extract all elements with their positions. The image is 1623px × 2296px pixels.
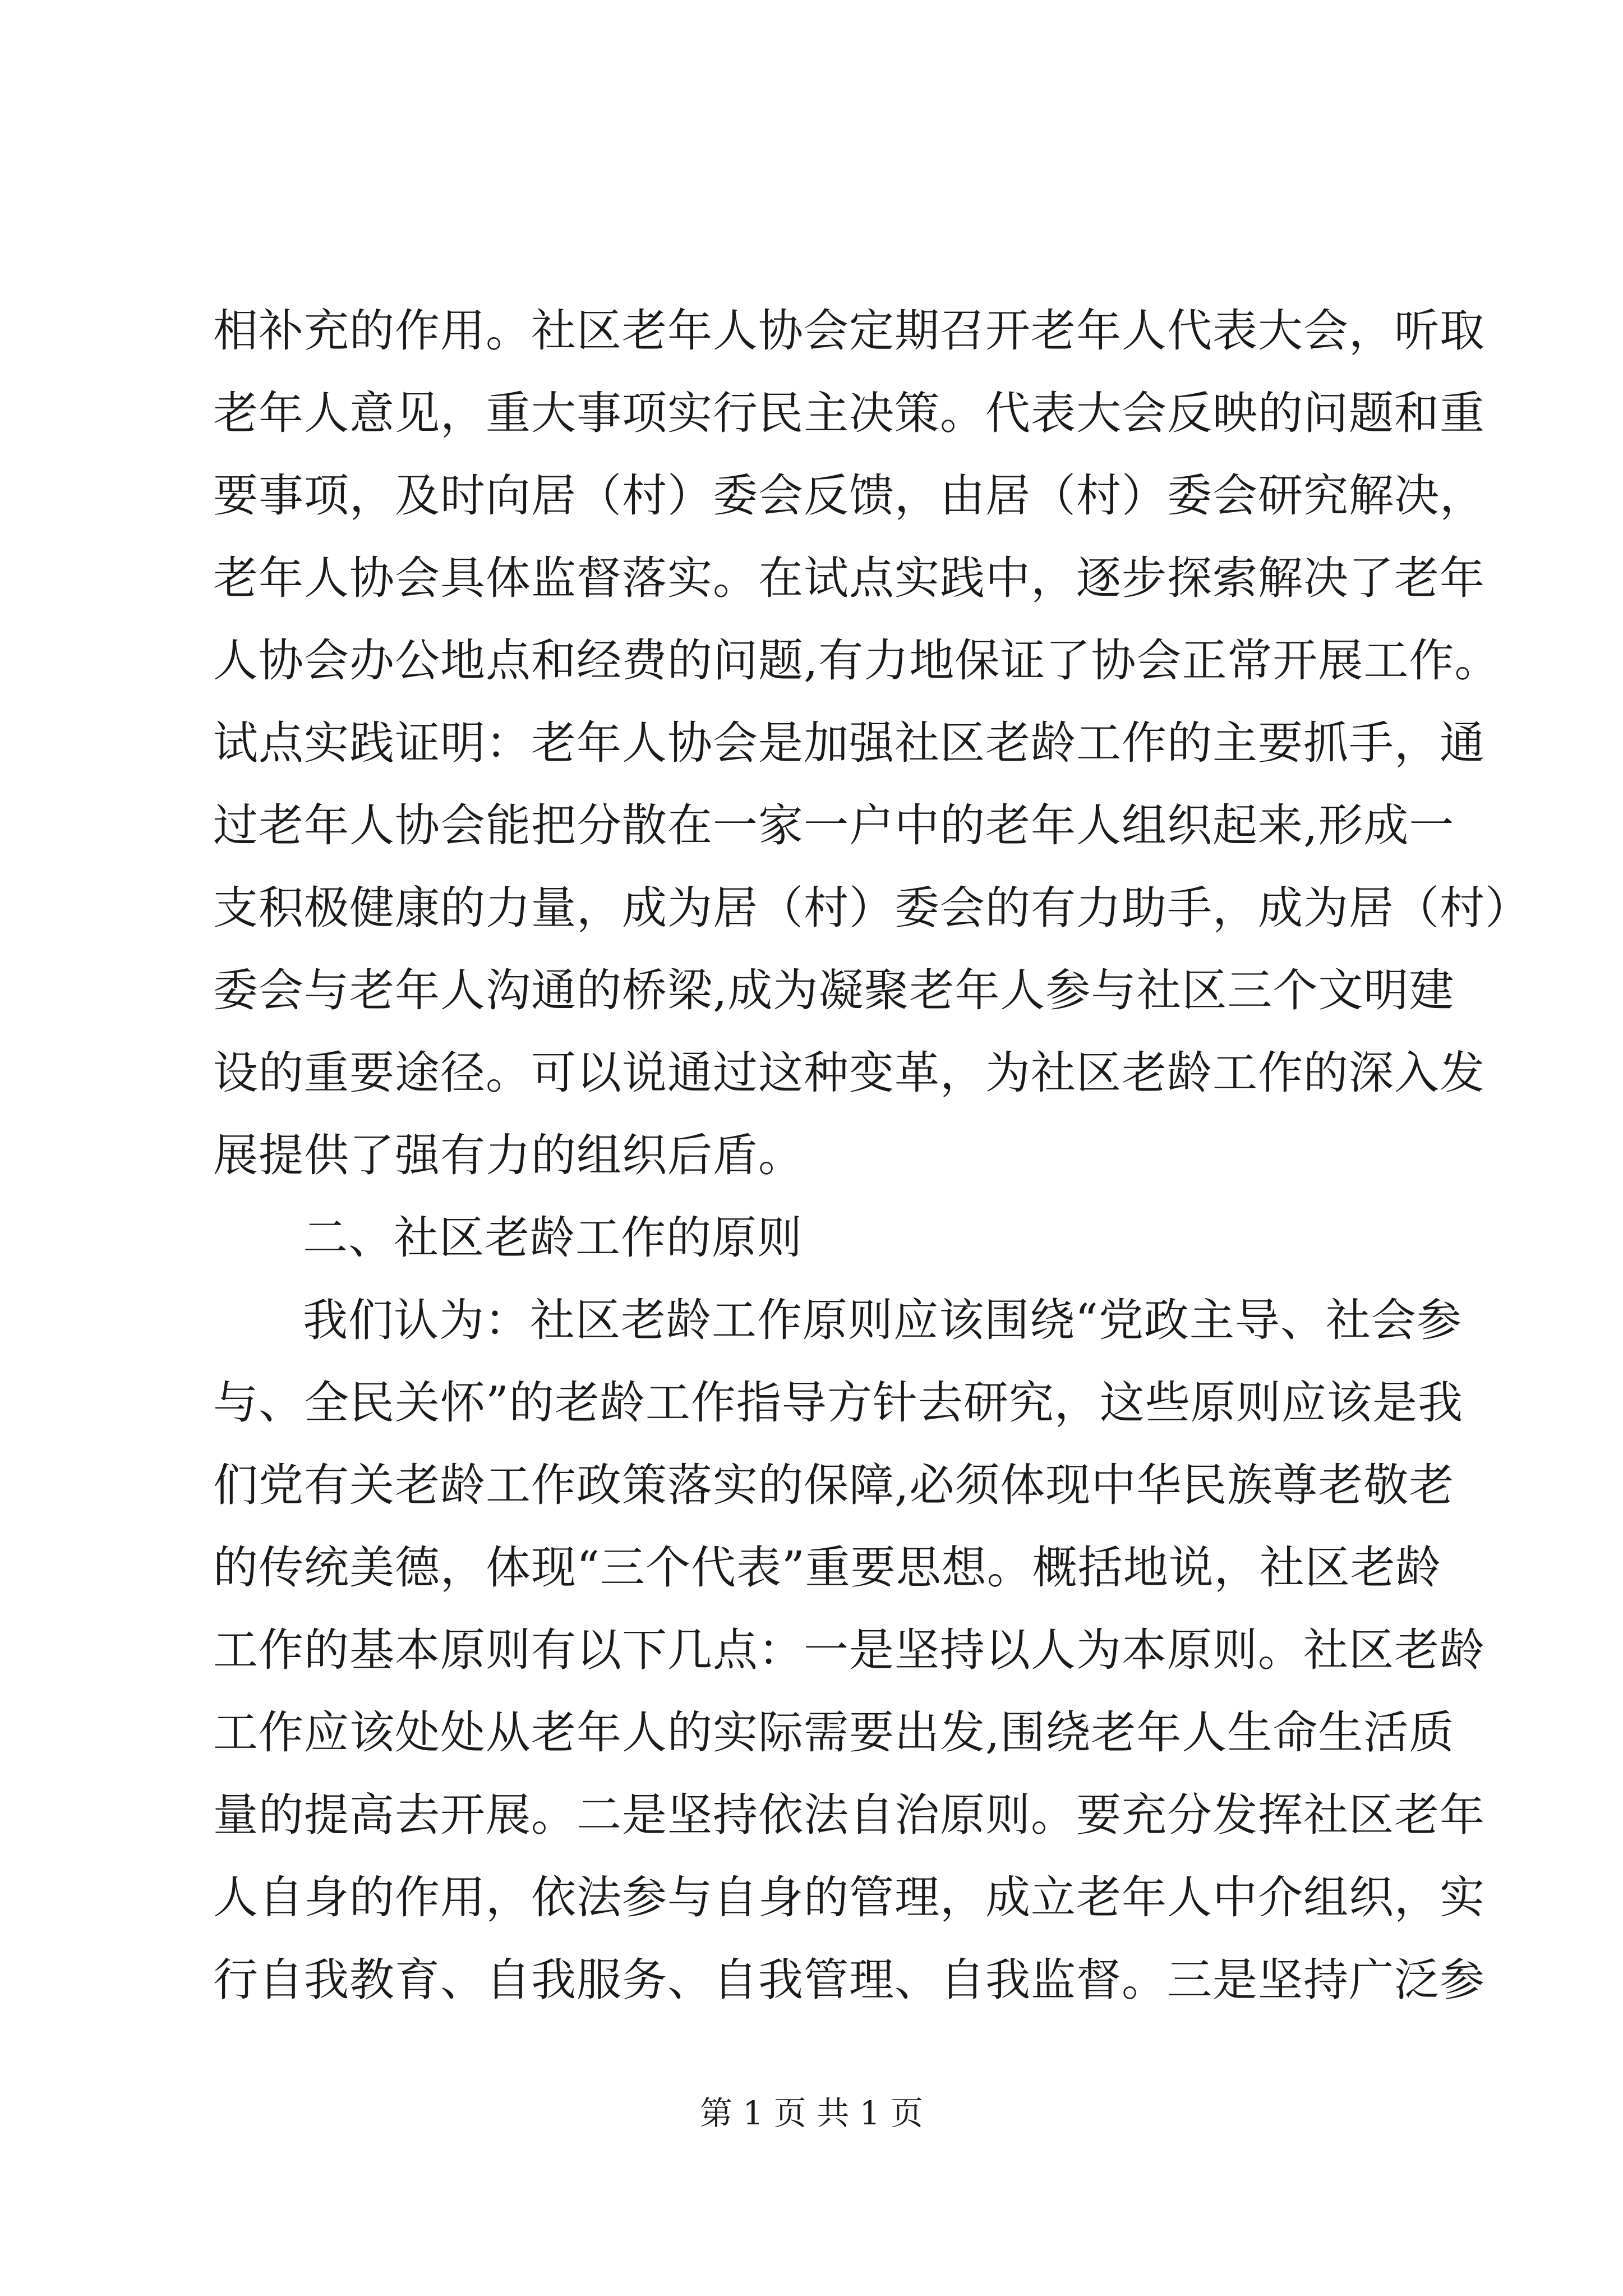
paragraph-first-line: 我们认为：社区老龄工作原则应该围绕“党政主导、社会参 <box>303 1294 1462 1346</box>
text-line: 的传统美德，体现“三个代表”重要思想。概括地说，社区老龄 <box>213 1542 1441 1594</box>
text-line: 设的重要途径。可以说通过这种变革，为社区老龄工作的深入发 <box>213 1047 1485 1099</box>
text-line: 工作的基本原则有以下几点：一是坚持以人为本原则。社区老龄 <box>213 1624 1485 1676</box>
text-line: 人协会办公地点和经费的问题,有力地保证了协会正常开展工作。 <box>213 634 1500 687</box>
text-line: 要事项，及时向居（村）委会反馈，由居（村）委会研究解决， <box>213 470 1485 522</box>
text-line: 过老年人协会能把分散在一家一户中的老年人组织起来,形成一 <box>213 799 1455 852</box>
text-line: 支积极健康的力量，成为居（村）委会的有力助手，成为居（村） <box>213 882 1530 934</box>
text-line: 工作应该处处从老年人的实际需要出发,围绕老年人生命生活质 <box>213 1706 1455 1759</box>
text-line: 们党有关老龄工作政策落实的保障,必须体现中华民族尊老敬老 <box>213 1459 1455 1511</box>
page-footer: 第 1 页 共 1 页 <box>700 2094 923 2132</box>
text-line: 人自身的作用，依法参与自身的管理，成立老年人中介组织，实 <box>213 1871 1485 1924</box>
text-line: 相补充的作用。社区老年人协会定期召开老年人代表大会，听取 <box>213 305 1485 357</box>
section-heading: 二、社区老龄工作的原则 <box>303 1212 803 1264</box>
text-line: 老年人意见，重大事项实行民主决策。代表大会反映的问题和重 <box>213 387 1485 439</box>
text-line: 量的提高去开展。二是坚持依法自治原则。要充分发挥社区老年 <box>213 1789 1485 1841</box>
text-line: 委会与老年人沟通的桥梁,成为凝聚老年人参与社区三个文明建 <box>213 964 1455 1016</box>
text-line: 展提供了强有力的组织后盾。 <box>213 1129 804 1181</box>
text-line: 行自我教育、自我服务、自我管理、自我监督。三是坚持广泛参 <box>213 1954 1485 2006</box>
text-line: 与、全民关怀”的老龄工作指导方针去研究，这些原则应该是我 <box>213 1377 1463 1429</box>
text-line: 试点实践证明：老年人协会是加强社区老龄工作的主要抓手，通 <box>213 717 1485 769</box>
text-line: 老年人协会具体监督落实。在试点实践中，逐步探索解决了老年 <box>213 552 1485 604</box>
